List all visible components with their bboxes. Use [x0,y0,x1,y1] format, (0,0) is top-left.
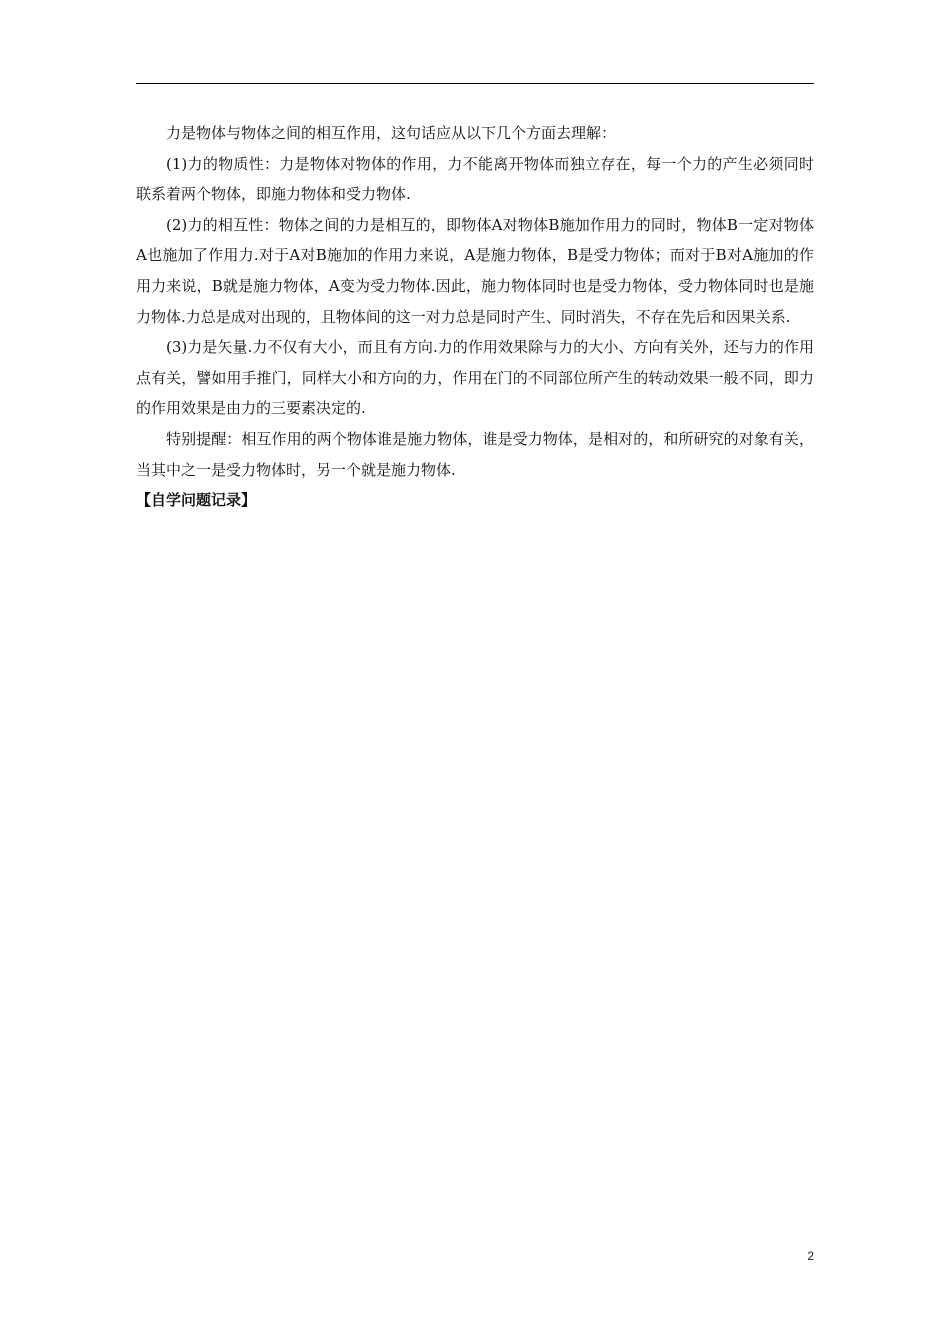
materiality-paragraph: (1)力的物质性：力是物体对物体的作用，力不能离开物体而独立存在，每一个力的产生必须同时联系着两个物体，即施力物体和受力物体. [136,154,814,204]
special-note-paragraph: 特别提醒：相互作用的两个物体谁是施力物体，谁是受力物体，是相对的，和所研究的对象有关，当其中之一是受力物体时，另一个就是施力物体. [136,429,814,479]
mutuality-paragraph: (2)力的相互性：物体之间的力是相互的，即物体A对物体B施加作用力的同时，物体B一定对物体A也施加了作用力.对于A对B施加的作用力来说，A是施力物体，B是受力物体；而对于B对A施加的作用力来说，B就是施力物体，A变为受力物体.因此，施力物体同时也是受力物体，受力物体同时也是施力物体.力总是成对出现的，且物体间的这一对力总是同时产生、同时消失，不存在先后和因果关系. [136,215,814,326]
intro-paragraph: 力是物体与物体之间的相互作用，这句话应从以下几个方面去理解： [166,124,617,142]
header-rule [136,83,814,84]
page-number: 2 [807,1249,814,1263]
self-study-notes-heading: 【自学问题记录】 [136,491,257,510]
vector-paragraph: (3)力是矢量.力不仅有大小，而且有方向.力的作用效果除与力的大小、方向有关外，还与力的作用点有关，譬如用手推门，同样大小和方向的力，作用在门的不同部位所产生的转动效果一般不同，即力的作用效果是由力的三要素决定的. [136,338,814,418]
document-body [136,118,814,516]
